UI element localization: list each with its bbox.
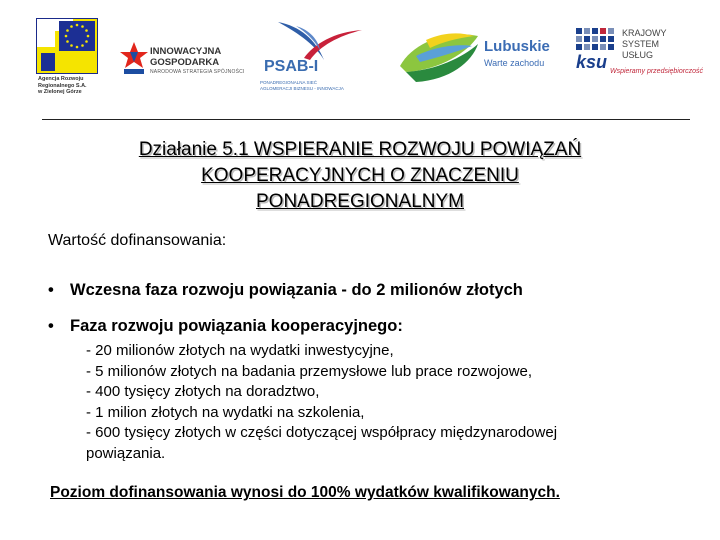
header-divider (42, 119, 690, 120)
eu-agency-logo (36, 18, 98, 98)
ksu-grid-icon (576, 28, 620, 54)
ksu-slogan: Wspieramy przedsiębiorczość (610, 68, 703, 75)
list-item: - 600 tysięcy złotych w części dotyczącej współpracy międzynarodowej (86, 424, 558, 441)
funding-level-note: Poziom dofinansowania wynosi do 100% wydatków kwalifikowanych. (50, 484, 560, 501)
eu-agency-name: Agencja Rozwoju Regionalnego S.A. w Zielonej Górze (38, 76, 87, 95)
list-item: - 5 milionów złotych na badania przemysłowe lub prace rozwojowe, (86, 362, 533, 380)
lubuskie-emblem-icon (396, 26, 480, 86)
lubuskie-logo (396, 26, 556, 88)
funding-sublist (86, 341, 557, 464)
bullet-item: • Wczesna faza rozwoju powiązania - do 2 milionów złotych (48, 281, 523, 299)
lubuskie-slogan: Warte zachodu (484, 58, 545, 68)
psab-name: PSAB-I (264, 58, 319, 75)
lubuskie-name: Lubuskie (484, 38, 550, 55)
psab-swoosh-icon (258, 18, 370, 62)
list-item: - 1 milion złotych na wydatki na szkolenia, (86, 403, 365, 421)
innowacyjna-gospodarka-logo: INNOWACYJNA GOSPODARKA NARODOWA STRATEGIA SPÓJNOŚCI (120, 42, 240, 82)
eu-flag-icon (36, 18, 98, 74)
list-item: - 20 milionów złotych na wydatki inwestycyjne, (86, 342, 394, 359)
psab-logo: PSAB-I PONADREGIONALNA SIEĆ AGLOMERACJI BIZNESU - INNOWACJA (258, 18, 370, 98)
bullet-item: • Faza rozwoju powiązania kooperacyjnego: (48, 317, 403, 335)
bullet-icon: • (48, 281, 54, 299)
bullet-icon: • (48, 317, 54, 335)
logo-bar (0, 0, 720, 112)
ksu-logo: KRAJOWY SYSTEM USŁUG ksu Wspieramy przedsiębiorczość (576, 28, 703, 75)
ksu-abbr: ksu (576, 52, 608, 72)
page-title: Działanie 5.1 WSPIERANIE ROZWOJU POWIĄZAŃ KOOPERACYJNYCH O ZNACZENIU PONADREGIONALNYM (138, 139, 582, 212)
list-item: powiązania. (86, 444, 166, 462)
ig-emblem-icon (120, 42, 148, 76)
list-item: - 400 tysięcy złotych na doradztwo, (86, 383, 320, 400)
funding-intro: Wartość dofinansowania: (48, 232, 227, 249)
